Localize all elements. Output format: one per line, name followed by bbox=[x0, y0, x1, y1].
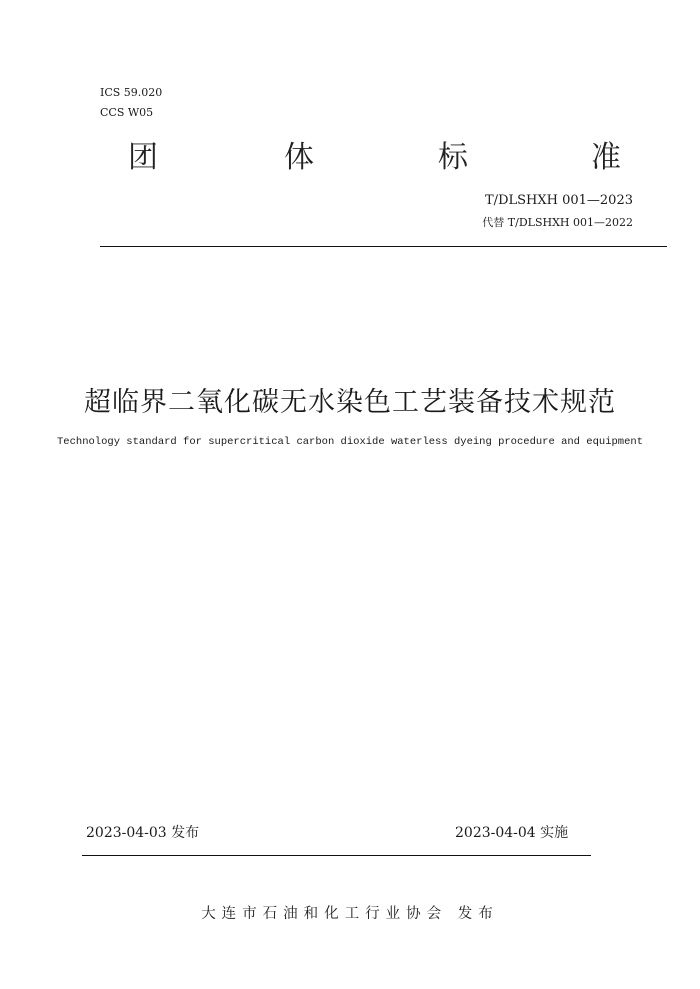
top-divider bbox=[100, 246, 667, 247]
standard-number: T/DLSHXH 001—2023 bbox=[485, 193, 633, 208]
implementation-date: 2023-04-04 实施 bbox=[455, 825, 569, 841]
ics-code: ICS 59.020 bbox=[100, 86, 163, 99]
ccs-code: CCS W05 bbox=[100, 106, 154, 119]
standard-kind-char-2: 体 bbox=[284, 140, 314, 175]
document-title-english: Technology standard for supercritical carbon dioxide waterless dyeing procedure and equipment bbox=[57, 436, 643, 448]
document-title-chinese: 超临界二氧化碳无水染色工艺装备技术规范 bbox=[84, 387, 616, 418]
standard-kind-char-3: 标 bbox=[438, 140, 468, 175]
standard-kind-char-1: 团 bbox=[128, 140, 158, 175]
publisher-line: 大连市石油和化工行业协会 发布 bbox=[201, 906, 499, 922]
replaces-standard: 代替 T/DLSHXH 001—2022 bbox=[482, 216, 633, 229]
bottom-divider bbox=[82, 855, 591, 856]
publication-date: 2023-04-03 发布 bbox=[86, 825, 200, 841]
standard-kind-char-4: 准 bbox=[591, 140, 621, 175]
